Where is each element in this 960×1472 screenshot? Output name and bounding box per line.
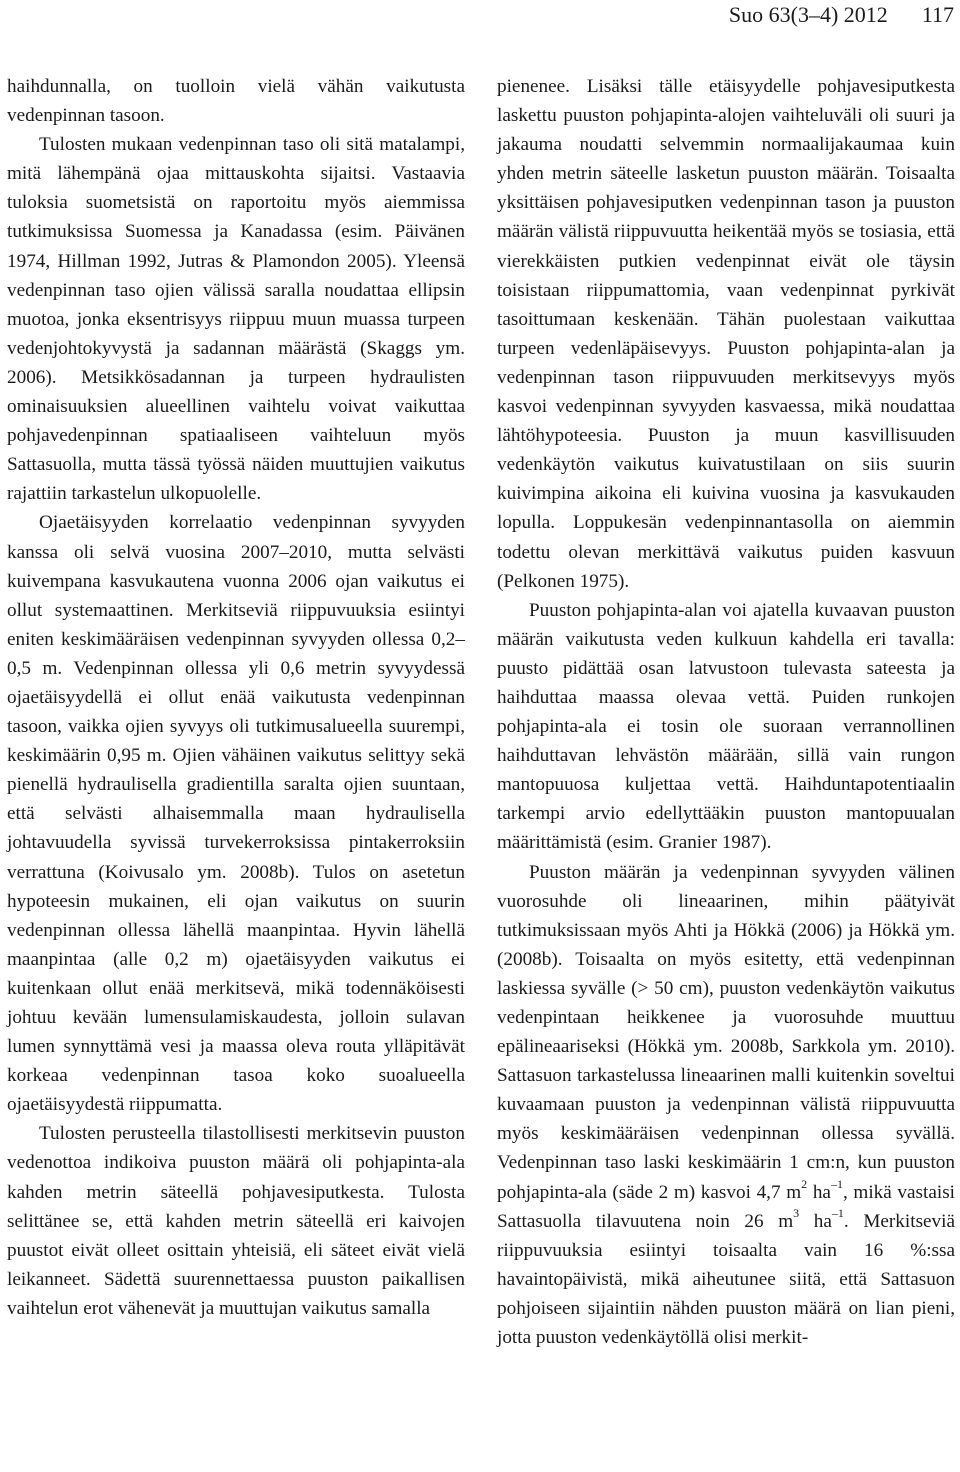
text-run: , mikä vastaisi Sattasuolla tilavuutena noin 26 m (497, 1181, 955, 1232)
paragraph: pienenee. Lisäksi tälle etäisyydelle pohjavesiputkesta laskettu puuston pohjapinta-alojen vaihteluväli oli suuri ja jakauma noudatti selvemmin normaalijakaumaa kuin yhden metrin säteelle lasketun puuston määrän. Toisaalta yksittäisen pohjavesiputken vedenpinnan tason ja puuston määrän välistä riippuvuutta heikentää myös se tosiasia, että vierekkäisten putkien vedenpinnat eivät ole täysin toisistaan riippumattomia, vaan vedenpinnat pyrkivät tasoittumaan keskenään. Tähän puolestaan vaikuttaa turpeen vedenläpäisevyys. Puuston pohjapinta-alan ja vedenpinnan tason riippuvuuden merkitsevyys myös kasvoi vedenpinnan syvyyden kasvaessa, mikä noudattaa lähtöhypoteesia. Puuston ja muun kasvillisuuden vedenkäytön vaikutus kuivatustilaan on siis suurin kuivimpina aikoina eli kuivina vuosina ja kasvukauden lopulla. Loppukesän vedenpinnantasolla on aiemmin todettu olevan merkittävä vaikutus puiden kasvuun (Pelkonen 1975). (497, 76, 955, 592)
text-run: Puuston määrän ja vedenpinnan syvyyden välinen vuorosuhde oli lineaarinen, mihin päätyivät tutkimuksissaan myös Ahti ja Hökkä (2006) ja Hökkä ym. (2008b). Toisaalta on myös esitetty, että vedenpinnan laskiessa syvälle (> 50 cm), puuston vedenkäytön vaikutus vedenpintaan heikkenee ja vuorosuhde muuttuu epälineaariseksi (Hökkä ym. 2008b, Sarkkola ym. 2010). Sattasuon tarkastelussa lineaarinen malli kuitenkin soveltui kuvaamaan puuston ja vedenpinnan välistä riippuvuutta myös keskimääräisen vedenpinnan ollessa syvällä. Vedenpinnan taso laski keskimäärin 1 cm:n, kun puuston pohjapinta-ala (säde 2 m) kasvoi 4,7 m (497, 861, 955, 1203)
text-run: . Merkitseviä riippuvuuksia esiintyi toisaalta vain 16 %:ssa havaintopäivistä, mikä aiheutunee siitä, että Sattasuon pohjoiseen sijaintiin nähden puuston määrä on lian pieni, jotta puuston vedenkäytöllä olisi merkit- (497, 1210, 955, 1349)
text-run: ha (799, 1210, 832, 1232)
paragraph: Puuston pohjapinta-alan voi ajatella kuvaavan puuston määrän vaikutusta veden kulkuun kahdella eri tavalla: puusto pidättää osan latvustoon tulevasta sateesta ja haihduttaa maassa olevaa vettä. Puiden runkojen pohjapinta-ala ei tosin ole suoraan verrannollinen haihduttavan lehvästön määrään, sillä vain rungon mantopuuosa kuljettaa vettä. Haihduntapotentiaalin tarkempi arvio edellyttääkin puuston mantopuualan määrittämistä (esim. Granier 1987). (497, 599, 955, 854)
running-header (729, 2, 954, 28)
paragraph: Ojaetäisyyden korrelaatio vedenpinnan syvyyden kanssa oli selvä vuosina 2007–2010, mutta selvästi kuivempana kasvukautena vuonna 2006 ojan vaikutus ei ollut systemaattinen. Merkitseviä riippuvuuksia esiintyi eniten keskimääräisen vedenpinnan syvyyden ollessa 0,2–0,5 m. Vedenpinnan ollessa yli 0,6 metrin syvyydessä ojaetäisyydellä ei ollut enää vaikutusta vedenpinnan tasoon, vaikka ojien syvyys oli tutkimusalueella suurempi, keskimäärin 0,95 m. Ojien vähäinen vaikutus selittyy sekä pienellä hydraulisella gradientilla saralta ojien suuntaan, että selvästi alhaisemmalla maan hydraulisella johtavuudella syvissä turvekerroksissa pintakerroksiin verrattuna (Koivusalo ym. 2008b). Tulos on asetetun hypoteesin mukainen, eli ojan vaikutus on suurin vedenpinnan ollessa lähellä maanpintaa. Hyvin lähellä maanpintaa (alle 0,2 m) ojaetäisyyden vaikutus ei kuitenkaan ollut enää merkitsevä, mikä todennäköisesti johtuu kevään lumensulamiskaudesta, jolloin sulavan lumen synnyttämä vesi ja maassa oleva routa ylläpitävät korkeaa vedenpinnan tasoa koko suoalueella ojaetäisyydestä riippumatta. (7, 512, 465, 1116)
text-run: ha (807, 1181, 831, 1203)
superscript: –1 (830, 1177, 843, 1192)
paragraph: Tulosten mukaan vedenpinnan taso oli sitä matalampi, mitä lähempänä ojaa mittauskohta sijaitsi. Vastaavia tuloksia suometsistä on raportoitu myös aiemmissa tutkimuksissa Suomessa ja Kanadassa (esim. Päivänen 1974, Hillman 1992, Jutras & Plamondon 2005). Yleensä vedenpinnan taso ojien välissä saralla noudattaa ellipsin muotoa, jonka eksentrisyys riippuu muun muassa turpeen vedenjohtokyvystä ja sadannan määrästä (Skaggs ym. 2006). Metsikkösadannan ja turpeen hydraulisten ominaisuuksien alueellinen vaihtelu voivat vaikuttaa pohjavedenpinnan spatiaaliseen vaihteluun myös Sattasuolla, mutta tässä työssä näiden muuttujien vaikutus rajattiin tarkastelun ulkopuolelle. (7, 134, 465, 505)
journal-citation: Suo 63(3–4) 2012 (728, 2, 888, 27)
paragraph: haihdunnalla, on tuolloin vielä vähän vaikutusta vedenpinnan tasoon. (7, 76, 465, 127)
superscript: 3 (793, 1206, 800, 1221)
paragraph: Tulosten perusteella tilastollisesti merkitsevin puuston vedenottoa indikoiva puuston määrä oli pohjapinta-ala kahden metrin säteellä pohjavesiputkesta. Tulosta selittänee se, että kahden metrin säteellä eri kaivojen puustot eivät olleet osittain yhteisiä, eli säteet eivät vielä leikanneet. Sädettä suurennettaessa puuston paikallisen vaihtelun erot vähenevät ja muuttujan vaikutus samalla (7, 1123, 465, 1319)
superscript: 2 (801, 1177, 808, 1192)
superscript: –1 (831, 1206, 844, 1221)
page-number: 117 (921, 2, 954, 27)
paragraph (497, 858, 955, 1353)
left-column (7, 72, 465, 1323)
right-column (497, 72, 955, 1352)
